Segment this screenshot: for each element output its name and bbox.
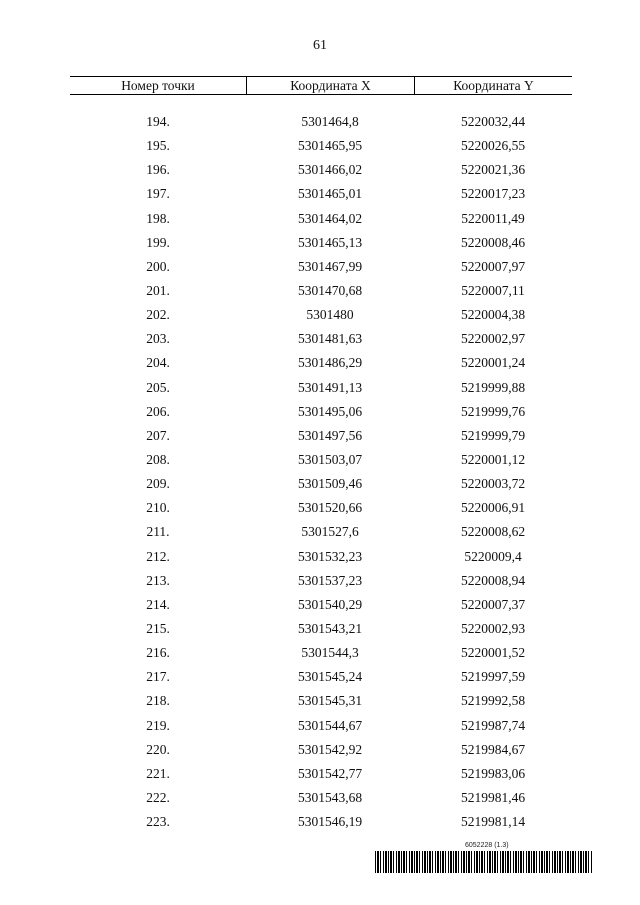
cell-coordinate-y: 5219984,67 — [460, 741, 526, 757]
cell-coordinate-x: 5301544,67 — [297, 717, 363, 733]
table-row — [70, 593, 572, 617]
cell-coordinate-y: 5219999,76 — [460, 403, 526, 419]
cell-coordinate-x: 5301467,99 — [297, 258, 363, 274]
table-row — [70, 303, 572, 327]
cell-coordinate-x: 5301503,07 — [297, 452, 363, 468]
cell-coordinate-x: 5301520,66 — [297, 500, 363, 516]
cell-point-number: 212. — [146, 548, 170, 564]
cell-coordinate-y: 5220004,38 — [460, 307, 526, 323]
table-row — [70, 641, 572, 665]
cell-coordinate-y: 5220011,49 — [461, 210, 525, 226]
cell-coordinate-y: 5220002,93 — [460, 621, 526, 637]
cell-point-number: 197. — [146, 186, 170, 202]
cell-point-number: 210. — [146, 500, 170, 516]
table-row — [70, 617, 572, 641]
cell-coordinate-y: 5220008,62 — [460, 524, 526, 540]
cell-coordinate-y: 5220008,94 — [460, 572, 526, 588]
cell-point-number: 217. — [146, 669, 170, 685]
table-row — [70, 158, 572, 182]
cell-point-number: 205. — [146, 379, 170, 395]
table-row — [70, 231, 572, 255]
table-row — [70, 351, 572, 375]
cell-coordinate-x: 5301486,29 — [297, 355, 363, 371]
cell-coordinate-y: 5220026,55 — [460, 138, 526, 154]
cell-point-number: 207. — [146, 427, 170, 443]
cell-point-number: 200. — [146, 258, 170, 274]
cell-coordinate-x: 5301543,68 — [297, 790, 363, 805]
cell-coordinate-y: 5219981,46 — [460, 790, 526, 805]
cell-coordinate-y: 5220002,97 — [460, 331, 526, 347]
cell-coordinate-y: 5219987,74 — [460, 717, 526, 733]
table-row — [70, 376, 572, 400]
cell-coordinate-y: 5220001,24 — [460, 355, 526, 371]
table-row — [70, 738, 572, 762]
cell-coordinate-x: 5301527,6 — [301, 524, 359, 540]
barcode-image — [375, 851, 593, 873]
cell-coordinate-x: 5301495,06 — [297, 403, 363, 419]
table-row — [70, 207, 572, 231]
table-row — [70, 255, 572, 279]
cell-point-number: 221. — [146, 765, 170, 781]
cell-coordinate-x: 5301464,8 — [301, 114, 359, 130]
cell-point-number: 220. — [146, 741, 170, 757]
cell-point-number: 219. — [146, 717, 170, 733]
table-row — [70, 472, 572, 496]
cell-coordinate-x: 5301545,31 — [297, 693, 363, 709]
cell-coordinate-x: 5301540,29 — [297, 596, 363, 612]
cell-point-number: 223. — [146, 814, 170, 830]
barcode-text: 6052228 (1.3) — [465, 842, 509, 849]
cell-coordinate-y: 5219983,06 — [460, 765, 526, 781]
table-row — [70, 714, 572, 738]
cell-point-number: 203. — [146, 331, 170, 347]
cell-coordinate-y: 5220007,37 — [460, 596, 526, 612]
cell-point-number: 214. — [146, 596, 170, 612]
cell-coordinate-y: 5220032,44 — [460, 114, 526, 130]
cell-coordinate-x: 5301537,23 — [297, 572, 363, 588]
header-coordinate-x: Координата X — [246, 77, 414, 94]
table-row — [70, 689, 572, 713]
cell-coordinate-y: 5220007,97 — [460, 258, 526, 274]
cell-point-number: 206. — [146, 403, 170, 419]
cell-point-number: 201. — [146, 283, 170, 299]
cell-coordinate-x: 5301481,63 — [297, 331, 363, 347]
cell-point-number: 208. — [146, 452, 170, 468]
table-row — [70, 400, 572, 424]
table-row — [70, 182, 572, 206]
cell-coordinate-x: 5301546,19 — [297, 814, 363, 830]
cell-coordinate-x: 5301542,92 — [297, 741, 363, 757]
header-coordinate-y: Координата Y — [414, 77, 572, 94]
cell-point-number: 222. — [146, 790, 170, 805]
cell-coordinate-y: 5219992,58 — [460, 693, 526, 709]
table-row — [70, 569, 572, 593]
table-row — [70, 545, 572, 569]
cell-coordinate-x: 5301545,24 — [297, 669, 363, 685]
page-number: 61 — [313, 38, 327, 53]
cell-point-number: 196. — [146, 162, 170, 178]
cell-coordinate-x: 5301466,02 — [297, 162, 363, 178]
cell-coordinate-y: 5219997,59 — [460, 669, 526, 685]
cell-coordinate-x: 5301544,3 — [301, 645, 359, 661]
table-row — [70, 279, 572, 303]
cell-point-number: 218. — [146, 693, 170, 709]
cell-coordinate-y: 5219981,14 — [460, 814, 526, 830]
coordinates-table — [70, 76, 572, 834]
cell-coordinate-x: 5301497,56 — [297, 427, 363, 443]
cell-coordinate-x: 5301543,21 — [297, 621, 363, 637]
table-row — [70, 327, 572, 351]
table-body — [70, 110, 572, 834]
cell-coordinate-y: 5220017,23 — [460, 186, 526, 202]
table-row — [70, 424, 572, 448]
cell-coordinate-y: 5220007,11 — [461, 283, 525, 299]
cell-point-number: 209. — [146, 476, 170, 492]
table-row — [70, 110, 572, 134]
cell-point-number: 215. — [146, 621, 170, 637]
cell-point-number: 194. — [146, 114, 170, 130]
cell-point-number: 199. — [146, 234, 170, 250]
cell-point-number: 213. — [146, 572, 170, 588]
cell-point-number: 195. — [146, 138, 170, 154]
header-point-number: Номер точки — [121, 78, 195, 93]
table-row — [70, 520, 572, 544]
cell-coordinate-y: 5220006,91 — [460, 500, 526, 516]
cell-coordinate-x: 5301542,77 — [297, 765, 363, 781]
cell-coordinate-x: 5301509,46 — [297, 476, 363, 492]
table-row — [70, 810, 572, 834]
cell-coordinate-x: 5301465,01 — [297, 186, 363, 202]
table-row — [70, 786, 572, 810]
cell-coordinate-y: 5220021,36 — [460, 162, 526, 178]
cell-point-number: 216. — [146, 645, 170, 661]
table-row — [70, 762, 572, 786]
cell-coordinate-x: 5301465,95 — [297, 138, 363, 154]
table-row — [70, 665, 572, 689]
cell-coordinate-y: 5220009,4 — [464, 548, 522, 564]
table-row — [70, 448, 572, 472]
cell-coordinate-x: 5301465,13 — [297, 234, 363, 250]
cell-coordinate-y: 5220001,12 — [460, 452, 526, 468]
cell-coordinate-y: 5220008,46 — [460, 234, 526, 250]
cell-coordinate-y: 5220001,52 — [460, 645, 526, 661]
cell-coordinate-x: 5301464,02 — [297, 210, 363, 226]
cell-coordinate-x: 5301470,68 — [297, 283, 363, 299]
table-row — [70, 134, 572, 158]
cell-point-number: 202. — [146, 307, 170, 323]
cell-point-number: 198. — [146, 210, 170, 226]
table-row — [70, 496, 572, 520]
cell-point-number: 211. — [146, 524, 170, 540]
cell-coordinate-x: 5301491,13 — [297, 379, 363, 395]
cell-coordinate-y: 5220003,72 — [460, 476, 526, 492]
cell-coordinate-y: 5219999,79 — [460, 427, 526, 443]
cell-coordinate-y: 5219999,88 — [460, 379, 526, 395]
cell-point-number: 204. — [146, 355, 170, 371]
cell-coordinate-x: 5301480 — [306, 307, 354, 323]
table-header — [70, 76, 572, 95]
cell-coordinate-x: 5301532,23 — [297, 548, 363, 564]
